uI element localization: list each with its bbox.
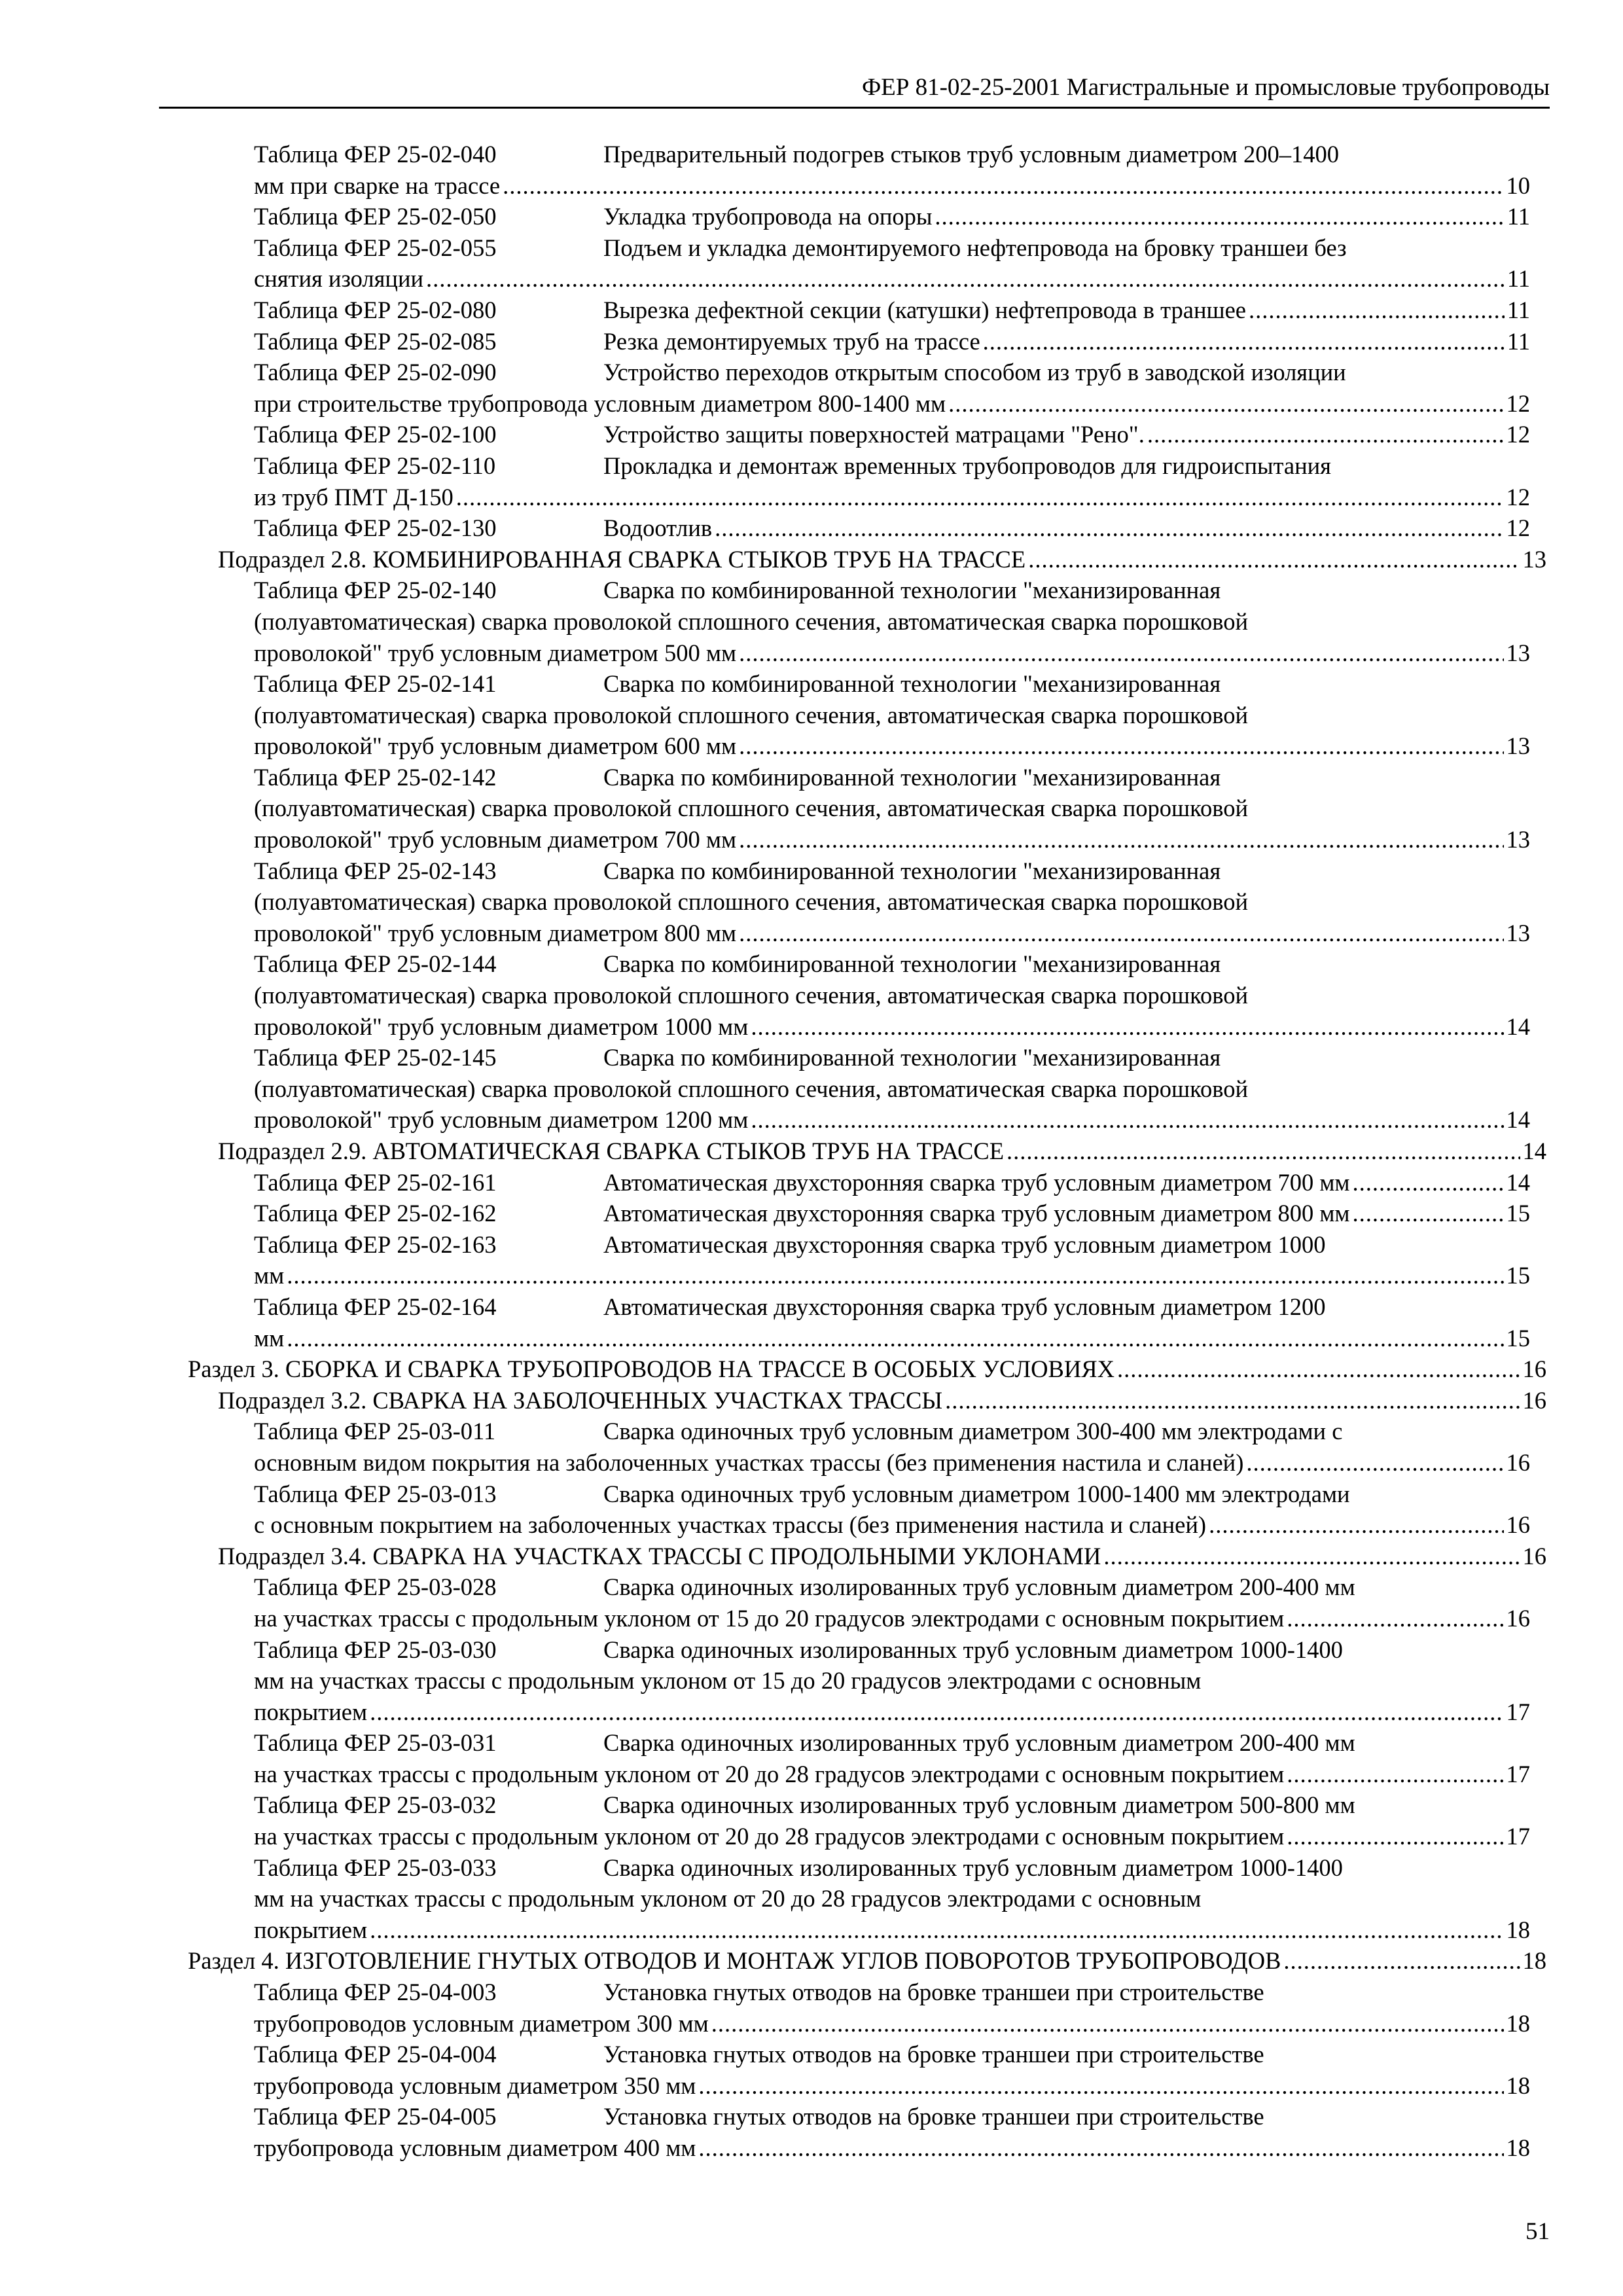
toc-entry-line bbox=[0, 2101, 1530, 2132]
toc-entry-line bbox=[0, 793, 1530, 824]
toc-dot-leader bbox=[503, 170, 1503, 202]
toc-entry-line bbox=[0, 948, 1530, 980]
toc-page-number: 13 bbox=[1506, 732, 1530, 760]
toc-table-code: Таблица ФЕР 25-02-141 bbox=[254, 670, 497, 698]
toc-dot-leader bbox=[1283, 1945, 1520, 1977]
toc-table-code: Таблица ФЕР 25-02-080 bbox=[254, 296, 497, 323]
toc-dot-leader bbox=[1287, 1759, 1503, 1790]
toc-table-code: Таблица ФЕР 25-03-013 bbox=[254, 1480, 497, 1507]
toc-entry-text: Подраздел 2.9. АВТОМАТИЧЕСКАЯ СВАРКА СТЫКОВ ТРУБ НА ТРАССЕ bbox=[218, 1138, 1005, 1164]
toc-page-number: 11 bbox=[1507, 296, 1530, 323]
toc-table-entry[interactable] bbox=[0, 1416, 1623, 1478]
toc-dot-leader bbox=[698, 2132, 1503, 2164]
toc-page-number: 11 bbox=[1507, 327, 1530, 355]
toc-entry-line bbox=[0, 1883, 1530, 1914]
toc-entry-line bbox=[0, 606, 1530, 637]
toc-entry-line bbox=[218, 544, 1546, 575]
toc-table-code: Таблица ФЕР 25-03-033 bbox=[254, 1854, 497, 1881]
toc-table-code: Таблица ФЕР 25-03-028 bbox=[254, 1573, 497, 1601]
toc-table-entry[interactable] bbox=[0, 1852, 1623, 1946]
toc-entry-text: (полуавтоматическая) сварка проволокой сплошного сечения, автоматическая сварка порошковой bbox=[254, 607, 1249, 635]
toc-entry-text: при строительстве трубопровода условным диаметром 800-1400 мм bbox=[254, 389, 946, 417]
toc-entry-line bbox=[0, 1696, 1530, 1728]
running-header: ФЕР 81-02-25-2001 Магистральные и промысловые трубопроводы bbox=[861, 74, 1550, 101]
toc-entry-text: (полуавтоматическая) сварка проволокой сплошного сечения, автоматическая сварка порошковой bbox=[254, 795, 1249, 822]
toc-table-entry[interactable] bbox=[0, 1229, 1623, 1291]
toc-entry-text: проволокой" труб условным диаметром 800 мм bbox=[254, 919, 737, 946]
toc-entry-line bbox=[0, 1416, 1530, 1447]
toc-table-entry[interactable] bbox=[0, 2101, 1623, 2163]
toc-entry-line bbox=[0, 419, 1530, 450]
toc-entry-line bbox=[188, 1354, 1546, 1385]
toc-table-entry[interactable] bbox=[0, 1789, 1623, 1852]
toc-page-number: 15 bbox=[1506, 1200, 1530, 1227]
toc-dot-leader bbox=[456, 482, 1504, 513]
toc-entry-text: мм bbox=[254, 1262, 285, 1289]
toc-entry-line bbox=[0, 1914, 1530, 1946]
toc-entry-line bbox=[0, 1603, 1530, 1634]
toc-entry-line bbox=[0, 170, 1530, 202]
toc-entry-text: Резка демонтируемых труб на трассе bbox=[603, 327, 980, 355]
toc-page-number: 11 bbox=[1507, 203, 1530, 230]
table-of-contents bbox=[0, 139, 1623, 2164]
toc-entry-text: проволокой" труб условным диаметром 1000 мм bbox=[254, 1013, 749, 1040]
toc-page-number: 13 bbox=[1506, 919, 1530, 946]
toc-page-number: 18 bbox=[1506, 2134, 1530, 2161]
toc-page-number: 18 bbox=[1506, 2009, 1530, 2037]
toc-page-number: 14 bbox=[1506, 1013, 1530, 1040]
toc-entry-text: (полуавтоматическая) сварка проволокой сплошного сечения, автоматическая сварка порошковой bbox=[254, 982, 1249, 1009]
toc-table-entry[interactable] bbox=[0, 1479, 1623, 1541]
toc-table-code: Таблица ФЕР 25-02-090 bbox=[254, 359, 497, 386]
toc-entry-text: Прокладка и демонтаж временных трубопроводов для гидроиспытания bbox=[603, 452, 1331, 479]
toc-entry-text: на участках трассы с продольным уклоном от 20 до 28 градусов электродами с основным покрытием bbox=[254, 1823, 1285, 1850]
toc-dot-leader bbox=[711, 2008, 1504, 2039]
toc-page-number: 13 bbox=[1506, 639, 1530, 666]
toc-table-code: Таблица ФЕР 25-02-145 bbox=[254, 1044, 497, 1071]
toc-table-entry[interactable] bbox=[0, 139, 1623, 201]
toc-page-number: 12 bbox=[1506, 389, 1530, 417]
toc-entry-line bbox=[0, 1727, 1530, 1759]
toc-entry-line bbox=[218, 1136, 1546, 1167]
toc-entry-text: трубопроводов условным диаметром 300 мм bbox=[254, 2009, 709, 2037]
toc-entry-line bbox=[0, 1571, 1530, 1603]
toc-entry-line bbox=[0, 201, 1530, 232]
toc-page-number: 16 bbox=[1522, 1542, 1546, 1570]
toc-dot-leader bbox=[751, 1104, 1503, 1136]
toc-entry-text: Раздел 3. СБОРКА И СВАРКА ТРУБОПРОВОДОВ НА ТРАССЕ В ОСОБЫХ УСЛОВИЯХ bbox=[188, 1355, 1115, 1383]
toc-entry-line bbox=[218, 1541, 1546, 1572]
toc-entry-line bbox=[0, 1198, 1530, 1229]
toc-entry-line bbox=[0, 1323, 1530, 1354]
toc-table-entry[interactable] bbox=[0, 512, 1623, 544]
toc-entry-text: (полуавтоматическая) сварка проволокой сплошного сечения, автоматическая сварка порошковой bbox=[254, 701, 1249, 728]
toc-dot-leader bbox=[1249, 295, 1505, 326]
toc-entry-line bbox=[0, 575, 1530, 606]
toc-dot-leader bbox=[1117, 1354, 1520, 1385]
toc-entry-text: Устройство защиты поверхностей матрацами "Рено". bbox=[603, 421, 1145, 448]
toc-entry-line bbox=[188, 1945, 1546, 1977]
toc-table-code: Таблица ФЕР 25-02-162 bbox=[254, 1200, 497, 1227]
toc-entry-text: Сварка одиночных изолированных труб условным диаметром 1000-1400 bbox=[603, 1636, 1343, 1663]
toc-entry-line bbox=[0, 855, 1530, 887]
toc-entry-text: Сварка одиночных изолированных труб условным диаметром 200-400 мм bbox=[603, 1729, 1355, 1757]
toc-page-number: 11 bbox=[1507, 265, 1530, 293]
toc-entry-line bbox=[0, 1229, 1530, 1261]
toc-entry-text: Автоматическая двухсторонняя сварка труб условным диаметром 1200 bbox=[603, 1293, 1326, 1320]
toc-entry-text: проволокой" труб условным диаметром 700 мм bbox=[254, 826, 737, 853]
toc-entry-text: из труб ПМТ Д-150 bbox=[254, 483, 454, 511]
toc-subsection-entry[interactable] bbox=[218, 544, 1623, 575]
toc-dot-leader bbox=[751, 1011, 1503, 1043]
toc-entry-line bbox=[0, 1479, 1530, 1510]
toc-dot-leader bbox=[945, 1385, 1520, 1416]
toc-entry-text: мм при сварке на трассе bbox=[254, 171, 501, 199]
toc-entry-line bbox=[0, 668, 1530, 700]
toc-section-entry[interactable] bbox=[188, 1354, 1623, 1385]
toc-entry-text: покрытием bbox=[254, 1916, 368, 1943]
toc-dot-leader bbox=[370, 1696, 1503, 1728]
toc-dot-leader bbox=[1147, 419, 1504, 450]
toc-page-number: 15 bbox=[1506, 1324, 1530, 1352]
toc-entry-line bbox=[0, 1789, 1530, 1821]
toc-entry-text: проволокой" труб условным диаметром 600 мм bbox=[254, 732, 737, 760]
toc-page-number: 14 bbox=[1506, 1106, 1530, 1134]
toc-entry-text: Подраздел 3.2. СВАРКА НА ЗАБОЛОЧЕННЫХ УЧАСТКАХ ТРАССЫ bbox=[218, 1386, 943, 1414]
toc-table-entry[interactable] bbox=[0, 1167, 1623, 1198]
toc-dot-leader bbox=[1246, 1447, 1503, 1479]
toc-entry-line bbox=[0, 482, 1530, 513]
toc-entry-line bbox=[0, 1104, 1530, 1136]
toc-entry-text: Сварка одиночных труб условным диаметром 300-400 мм электродами с bbox=[603, 1418, 1343, 1445]
toc-entry-line bbox=[0, 886, 1530, 918]
toc-table-code: Таблица ФЕР 25-02-130 bbox=[254, 514, 497, 542]
toc-table-code: Таблица ФЕР 25-02-040 bbox=[254, 141, 497, 168]
toc-dot-leader bbox=[287, 1323, 1503, 1354]
toc-entry-line bbox=[0, 2132, 1530, 2164]
toc-table-entry[interactable] bbox=[0, 419, 1623, 450]
toc-dot-leader bbox=[1209, 1509, 1503, 1541]
toc-entry-text: Сварка одиночных изолированных труб условным диаметром 500-800 мм bbox=[603, 1791, 1355, 1819]
toc-entry-text: проволокой" труб условным диаметром 500 мм bbox=[254, 639, 737, 666]
toc-dot-leader bbox=[739, 637, 1503, 669]
toc-entry-line bbox=[0, 1759, 1530, 1790]
toc-subsection-entry[interactable] bbox=[218, 1385, 1623, 1416]
toc-page-number: 16 bbox=[1506, 1511, 1530, 1539]
toc-entry-line bbox=[0, 980, 1530, 1011]
toc-entry-line bbox=[0, 1852, 1530, 1884]
toc-table-code: Таблица ФЕР 25-02-143 bbox=[254, 857, 497, 884]
toc-dot-leader bbox=[1353, 1167, 1504, 1198]
toc-page-number: 14 bbox=[1506, 1168, 1530, 1196]
toc-entry-text: Сварка по комбинированной технологии "механизированная bbox=[603, 950, 1221, 978]
toc-entry-text: (полуавтоматическая) сварка проволокой сплошного сечения, автоматическая сварка порошковой bbox=[254, 888, 1249, 916]
toc-page-number: 16 bbox=[1522, 1355, 1546, 1383]
toc-entry-text: Сварка по комбинированной технологии "механизированная bbox=[603, 857, 1221, 884]
toc-table-code: Таблица ФЕР 25-02-161 bbox=[254, 1168, 497, 1196]
toc-table-code: Таблица ФЕР 25-02-100 bbox=[254, 421, 497, 448]
toc-entry-line bbox=[0, 1509, 1530, 1541]
toc-table-entry[interactable] bbox=[0, 762, 1623, 855]
toc-dot-leader bbox=[287, 1260, 1503, 1291]
toc-section-entry[interactable] bbox=[188, 1945, 1623, 1977]
toc-entry-text: Сварка по комбинированной технологии "механизированная bbox=[603, 763, 1221, 791]
toc-dot-leader bbox=[1287, 1603, 1503, 1634]
toc-entry-line bbox=[0, 918, 1530, 949]
toc-table-code: Таблица ФЕР 25-04-003 bbox=[254, 1979, 497, 2006]
toc-dot-leader bbox=[935, 201, 1504, 232]
toc-table-code: Таблица ФЕР 25-03-031 bbox=[254, 1729, 497, 1757]
toc-entry-line bbox=[0, 730, 1530, 762]
toc-table-code: Таблица ФЕР 25-02-050 bbox=[254, 203, 497, 230]
toc-entry-text: Укладка трубопровода на опоры bbox=[603, 203, 933, 230]
toc-dot-leader bbox=[370, 1914, 1503, 1946]
toc-entry-text: Установка гнутых отводов на бровке траншеи при строительстве bbox=[603, 1979, 1264, 2006]
toc-entry-text: Подраздел 3.4. СВАРКА НА УЧАСТКАХ ТРАССЫ С ПРОДОЛЬНЫМИ УКЛОНАМИ bbox=[218, 1542, 1101, 1570]
toc-page-number: 16 bbox=[1506, 1448, 1530, 1476]
toc-table-entry[interactable] bbox=[0, 1291, 1623, 1354]
toc-entry-line bbox=[0, 1977, 1530, 2008]
toc-dot-leader bbox=[1103, 1541, 1520, 1572]
toc-page-number: 18 bbox=[1522, 1947, 1546, 1975]
toc-entry-text: трубопровода условным диаметром 400 мм bbox=[254, 2134, 696, 2161]
toc-entry-text: Сварка по комбинированной технологии "механизированная bbox=[603, 1044, 1221, 1071]
toc-page-number: 14 bbox=[1522, 1138, 1546, 1164]
toc-entry-text: Сварка одиночных труб условным диаметром 1000-1400 мм электродами bbox=[603, 1480, 1350, 1507]
toc-dot-leader bbox=[739, 824, 1503, 855]
toc-entry-line bbox=[0, 1634, 1530, 1666]
toc-table-code: Таблица ФЕР 25-02-055 bbox=[254, 234, 497, 261]
toc-entry-text: Автоматическая двухсторонняя сварка труб условным диаметром 700 мм bbox=[603, 1168, 1350, 1196]
toc-entry-text: Сварка одиночных изолированных труб условным диаметром 200-400 мм bbox=[603, 1573, 1355, 1601]
toc-entry-text: Сварка по комбинированной технологии "механизированная bbox=[603, 670, 1221, 698]
toc-dot-leader bbox=[426, 263, 1505, 295]
toc-table-code: Таблица ФЕР 25-03-032 bbox=[254, 1791, 497, 1819]
toc-entry-text: Подъем и укладка демонтируемого нефтепровода на бровку траншеи без bbox=[603, 234, 1347, 261]
toc-entry-text: на участках трассы с продольным уклоном от 15 до 20 градусов электродами с основным покрытием bbox=[254, 1604, 1285, 1632]
toc-entry-line bbox=[0, 637, 1530, 669]
toc-table-code: Таблица ФЕР 25-02-164 bbox=[254, 1293, 497, 1320]
toc-entry-text: трубопровода условным диаметром 350 мм bbox=[254, 2072, 696, 2099]
toc-dot-leader bbox=[739, 918, 1503, 949]
toc-page-number: 17 bbox=[1506, 1823, 1530, 1850]
toc-dot-leader bbox=[739, 730, 1503, 762]
toc-entry-line bbox=[0, 700, 1530, 731]
toc-subsection-entry[interactable] bbox=[218, 1541, 1623, 1572]
toc-dot-leader bbox=[715, 512, 1503, 544]
toc-page-number: 17 bbox=[1506, 1760, 1530, 1787]
toc-table-code: Таблица ФЕР 25-02-110 bbox=[254, 452, 496, 479]
toc-entry-line bbox=[0, 1073, 1530, 1105]
toc-table-entry[interactable] bbox=[0, 326, 1623, 357]
toc-table-code: Таблица ФЕР 25-04-005 bbox=[254, 2103, 497, 2130]
toc-page-number: 12 bbox=[1506, 421, 1530, 448]
toc-entry-text: Сварка по комбинированной технологии "механизированная bbox=[603, 577, 1221, 604]
toc-table-entry[interactable] bbox=[0, 1198, 1623, 1229]
toc-page-number: 12 bbox=[1506, 483, 1530, 511]
toc-entry-line bbox=[0, 1167, 1530, 1198]
toc-table-code: Таблица ФЕР 25-03-011 bbox=[254, 1418, 496, 1445]
toc-dot-leader bbox=[698, 2070, 1503, 2102]
toc-entry-text: проволокой" труб условным диаметром 1200 мм bbox=[254, 1106, 749, 1134]
page-number: 51 bbox=[1525, 2218, 1550, 2245]
toc-table-entry[interactable] bbox=[0, 1977, 1623, 2039]
toc-entry-text: Установка гнутых отводов на бровке траншеи при строительстве bbox=[603, 2103, 1264, 2130]
toc-table-entry[interactable] bbox=[0, 357, 1623, 419]
toc-entry-line bbox=[0, 512, 1530, 544]
toc-entry-text: Вырезка дефектной секции (катушки) нефтепровода в траншее bbox=[603, 296, 1247, 323]
toc-page-number: 16 bbox=[1506, 1604, 1530, 1632]
toc-table-entry[interactable] bbox=[0, 855, 1623, 949]
toc-entry-text: покрытием bbox=[254, 1698, 368, 1725]
toc-entry-line bbox=[0, 295, 1530, 326]
toc-table-code: Таблица ФЕР 25-02-163 bbox=[254, 1230, 497, 1258]
toc-dot-leader bbox=[983, 326, 1505, 357]
toc-dot-leader bbox=[1353, 1198, 1504, 1229]
toc-entry-text: снятия изоляции bbox=[254, 265, 424, 293]
toc-entry-line bbox=[0, 2008, 1530, 2039]
toc-page-number: 13 bbox=[1506, 826, 1530, 853]
toc-entry-text: Автоматическая двухсторонняя сварка труб условным диаметром 800 мм bbox=[603, 1200, 1350, 1227]
toc-page-number: 13 bbox=[1522, 545, 1546, 573]
toc-entry-text: Автоматическая двухсторонняя сварка труб условным диаметром 1000 bbox=[603, 1230, 1326, 1258]
toc-table-entry[interactable] bbox=[0, 948, 1623, 1042]
toc-table-code: Таблица ФЕР 25-02-142 bbox=[254, 763, 497, 791]
toc-page-number: 10 bbox=[1506, 171, 1530, 199]
toc-dot-leader bbox=[948, 388, 1503, 420]
toc-dot-leader bbox=[1007, 1136, 1520, 1167]
toc-entry-line bbox=[0, 232, 1530, 264]
toc-entry-text: основным видом покрытия на заболоченных участках трассы (без применения настила и сланей) bbox=[254, 1448, 1244, 1476]
toc-dot-leader bbox=[1028, 544, 1520, 575]
toc-page-number: 18 bbox=[1506, 1916, 1530, 1943]
toc-table-code: Таблица ФЕР 25-02-085 bbox=[254, 327, 497, 355]
toc-entry-line bbox=[0, 1447, 1530, 1479]
toc-entry-line bbox=[0, 263, 1530, 295]
toc-entry-text: мм bbox=[254, 1324, 285, 1352]
toc-entry-line bbox=[0, 388, 1530, 420]
toc-entry-line bbox=[0, 1011, 1530, 1043]
toc-entry-line bbox=[0, 1042, 1530, 1073]
toc-entry-text: на участках трассы с продольным уклоном от 20 до 28 градусов электродами с основным покрытием bbox=[254, 1760, 1285, 1787]
toc-entry-line bbox=[0, 2039, 1530, 2070]
toc-entry-line bbox=[0, 1665, 1530, 1696]
toc-table-entry[interactable] bbox=[0, 232, 1623, 295]
toc-entry-text: мм на участках трассы с продольным уклоном от 20 до 28 градусов электродами с основным bbox=[254, 1885, 1202, 1912]
toc-table-entry[interactable] bbox=[0, 1634, 1623, 1728]
toc-entry-text: Установка гнутых отводов на бровке траншеи при строительстве bbox=[603, 2041, 1264, 2068]
toc-table-entry[interactable] bbox=[0, 668, 1623, 762]
toc-entry-line bbox=[0, 1821, 1530, 1852]
toc-entry-text: (полуавтоматическая) сварка проволокой сплошного сечения, автоматическая сварка порошковой bbox=[254, 1075, 1249, 1102]
toc-table-code: Таблица ФЕР 25-03-030 bbox=[254, 1636, 497, 1663]
toc-page-number: 17 bbox=[1506, 1698, 1530, 1725]
toc-entry-line bbox=[0, 824, 1530, 855]
toc-table-entry[interactable] bbox=[0, 201, 1623, 232]
toc-entry-line bbox=[218, 1385, 1546, 1416]
toc-entry-line bbox=[0, 2070, 1530, 2102]
toc-table-entry[interactable] bbox=[0, 1727, 1623, 1789]
toc-entry-text: Подраздел 2.8. КОМБИНИРОВАННАЯ СВАРКА СТЫКОВ ТРУБ НА ТРАССЕ bbox=[218, 545, 1026, 573]
toc-entry-text: с основным покрытием на заболоченных участках трассы (без применения настила и сланей) bbox=[254, 1511, 1207, 1539]
toc-entry-line bbox=[0, 1291, 1530, 1323]
toc-entry-text: Раздел 4. ИЗГОТОВЛЕНИЕ ГНУТЫХ ОТВОДОВ И МОНТАЖ УГЛОВ ПОВОРОТОВ ТРУБОПРОВОДОВ bbox=[188, 1947, 1281, 1975]
toc-entry-text: Сварка одиночных изолированных труб условным диаметром 1000-1400 bbox=[603, 1854, 1343, 1881]
toc-table-code: Таблица ФЕР 25-04-004 bbox=[254, 2041, 497, 2068]
toc-table-entry[interactable] bbox=[0, 1571, 1623, 1634]
header-rule bbox=[159, 107, 1550, 109]
toc-table-entry[interactable] bbox=[0, 575, 1623, 668]
toc-page-number: 18 bbox=[1506, 2072, 1530, 2099]
toc-entry-text: Водоотлив bbox=[603, 514, 713, 542]
toc-entry-line bbox=[0, 357, 1530, 388]
toc-entry-line bbox=[0, 326, 1530, 357]
toc-entry-line bbox=[0, 762, 1530, 793]
toc-table-code: Таблица ФЕР 25-02-140 bbox=[254, 577, 497, 604]
toc-table-entry[interactable] bbox=[0, 295, 1623, 326]
toc-page-number: 12 bbox=[1506, 514, 1530, 542]
toc-subsection-entry[interactable] bbox=[218, 1136, 1623, 1167]
toc-page-number: 16 bbox=[1522, 1386, 1546, 1414]
toc-table-entry[interactable] bbox=[0, 2039, 1623, 2101]
toc-table-entry[interactable] bbox=[0, 1042, 1623, 1136]
toc-dot-leader bbox=[1287, 1821, 1503, 1852]
toc-entry-line bbox=[0, 1260, 1530, 1291]
toc-table-entry[interactable] bbox=[0, 450, 1623, 512]
toc-entry-text: Предварительный подогрев стыков труб условным диаметром 200–1400 bbox=[603, 141, 1339, 168]
toc-entry-text: Устройство переходов открытым способом из труб в заводской изоляции bbox=[603, 359, 1346, 386]
toc-entry-line bbox=[0, 139, 1530, 170]
toc-table-code: Таблица ФЕР 25-02-144 bbox=[254, 950, 497, 978]
toc-entry-line bbox=[0, 450, 1530, 482]
toc-entry-text: мм на участках трассы с продольным уклоном от 15 до 20 градусов электродами с основным bbox=[254, 1667, 1202, 1695]
toc-page-number: 15 bbox=[1506, 1262, 1530, 1289]
